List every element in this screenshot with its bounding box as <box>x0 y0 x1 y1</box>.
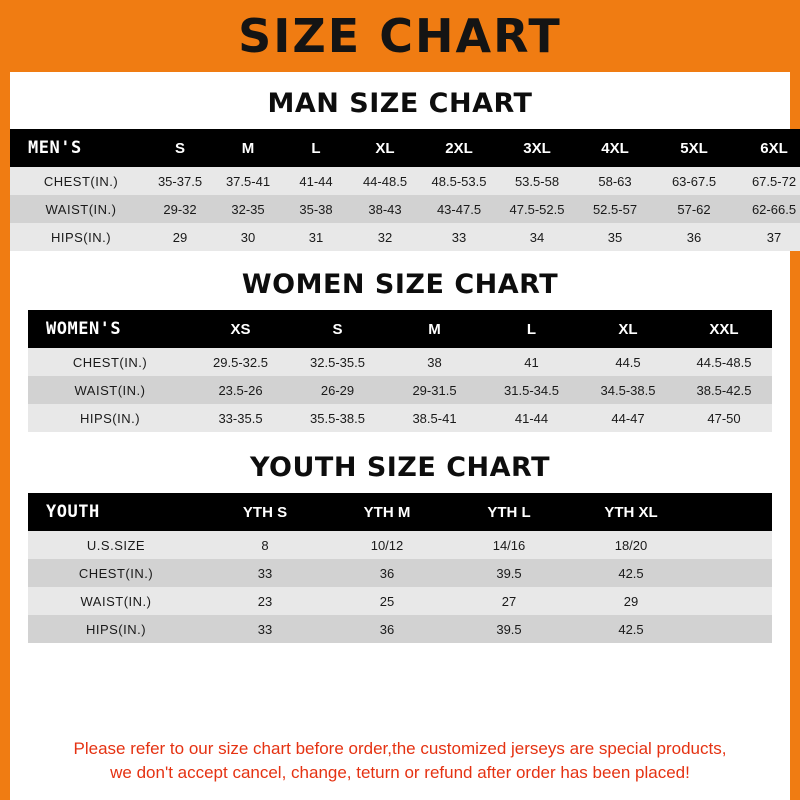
cell: 36 <box>654 223 734 251</box>
table-row <box>10 167 800 195</box>
column-header: XS <box>192 310 289 348</box>
cell: 58-63 <box>576 167 654 195</box>
row-label: HIPS(IN.) <box>10 223 146 251</box>
cell: 39.5 <box>448 615 570 643</box>
banner-title: SIZE CHART <box>238 9 562 63</box>
column-header: S <box>289 310 386 348</box>
youth-size-table <box>28 493 772 643</box>
cell: 25 <box>326 587 448 615</box>
footer-note-line-1: Please refer to our size chart before order,the customized jerseys are special products, <box>73 738 727 758</box>
cell: 44.5-48.5 <box>676 348 772 376</box>
cell: 35-37.5 <box>146 167 214 195</box>
column-header: WOMEN'S <box>28 310 192 348</box>
column-header: M <box>214 129 282 167</box>
table-row <box>10 223 800 251</box>
column-header: XXL <box>676 310 772 348</box>
column-header: YTH XL <box>570 493 692 531</box>
cell: 29.5-32.5 <box>192 348 289 376</box>
row-label: CHEST(IN.) <box>10 167 146 195</box>
cell: 53.5-58 <box>498 167 576 195</box>
cell: 47.5-52.5 <box>498 195 576 223</box>
table-row <box>28 404 772 432</box>
cell: 29-32 <box>146 195 214 223</box>
cell: 35-38 <box>282 195 350 223</box>
cell: 33 <box>420 223 498 251</box>
column-header: XL <box>580 310 676 348</box>
cell: 23.5-26 <box>192 376 289 404</box>
cell: 48.5-53.5 <box>420 167 498 195</box>
banner <box>0 0 800 72</box>
man-section-title: MAN SIZE CHART <box>267 88 533 119</box>
table-row <box>28 587 772 615</box>
table-header-row <box>10 129 800 167</box>
cell: 32.5-35.5 <box>289 348 386 376</box>
column-header: L <box>282 129 350 167</box>
cell-spacer <box>692 587 772 615</box>
column-header: YTH S <box>204 493 326 531</box>
cell: 52.5-57 <box>576 195 654 223</box>
table-header-row <box>28 493 772 531</box>
cell: 29-31.5 <box>386 376 483 404</box>
row-label: HIPS(IN.) <box>28 404 192 432</box>
column-header-spacer <box>692 493 772 531</box>
cell: 57-62 <box>654 195 734 223</box>
cell: 33-35.5 <box>192 404 289 432</box>
cell: 42.5 <box>570 615 692 643</box>
row-label: CHEST(IN.) <box>28 559 204 587</box>
table-header-row <box>28 310 772 348</box>
cell: 35 <box>576 223 654 251</box>
column-header: S <box>146 129 214 167</box>
cell-spacer <box>692 531 772 559</box>
column-header: 4XL <box>576 129 654 167</box>
cell: 33 <box>204 559 326 587</box>
women-size-table <box>28 310 772 432</box>
table-row <box>28 376 772 404</box>
cell: 30 <box>214 223 282 251</box>
cell: 26-29 <box>289 376 386 404</box>
cell: 42.5 <box>570 559 692 587</box>
cell: 37.5-41 <box>214 167 282 195</box>
cell: 44-47 <box>580 404 676 432</box>
column-header: M <box>386 310 483 348</box>
cell: 36 <box>326 615 448 643</box>
table-row <box>28 348 772 376</box>
table-row <box>28 531 772 559</box>
cell: 31.5-34.5 <box>483 376 580 404</box>
cell: 35.5-38.5 <box>289 404 386 432</box>
column-header: L <box>483 310 580 348</box>
cell: 8 <box>204 531 326 559</box>
column-header: YTH L <box>448 493 570 531</box>
row-label: U.S.SIZE <box>28 531 204 559</box>
cell: 62-66.5 <box>734 195 800 223</box>
row-label: WAIST(IN.) <box>28 376 192 404</box>
cell: 38 <box>386 348 483 376</box>
cell: 38.5-41 <box>386 404 483 432</box>
cell: 29 <box>570 587 692 615</box>
cell: 36 <box>326 559 448 587</box>
row-label: WAIST(IN.) <box>28 587 204 615</box>
cell: 44-48.5 <box>350 167 420 195</box>
cell: 37 <box>734 223 800 251</box>
youth-section-title: YOUTH SIZE CHART <box>249 452 551 483</box>
cell: 31 <box>282 223 350 251</box>
column-header: YTH M <box>326 493 448 531</box>
column-header: XL <box>350 129 420 167</box>
cell: 27 <box>448 587 570 615</box>
cell: 33 <box>204 615 326 643</box>
table-row <box>28 615 772 643</box>
row-label: HIPS(IN.) <box>28 615 204 643</box>
cell-spacer <box>692 615 772 643</box>
cell: 38-43 <box>350 195 420 223</box>
cell: 43-47.5 <box>420 195 498 223</box>
column-header: MEN'S <box>10 129 146 167</box>
cell: 47-50 <box>676 404 772 432</box>
footer-note-line-2: we don't accept cancel, change, teturn or refund after order has been placed! <box>110 763 690 783</box>
row-label: CHEST(IN.) <box>28 348 192 376</box>
cell: 44.5 <box>580 348 676 376</box>
row-label: WAIST(IN.) <box>10 195 146 223</box>
cell: 29 <box>146 223 214 251</box>
cell: 41-44 <box>282 167 350 195</box>
women-section-title: WOMEN SIZE CHART <box>241 269 559 300</box>
cell: 14/16 <box>448 531 570 559</box>
cell: 10/12 <box>326 531 448 559</box>
cell: 32-35 <box>214 195 282 223</box>
table-row <box>28 559 772 587</box>
cell: 32 <box>350 223 420 251</box>
column-header: 3XL <box>498 129 576 167</box>
cell: 34 <box>498 223 576 251</box>
cell: 18/20 <box>570 531 692 559</box>
column-header: YOUTH <box>28 493 204 531</box>
column-header: 2XL <box>420 129 498 167</box>
cell: 39.5 <box>448 559 570 587</box>
table-row <box>10 195 800 223</box>
cell: 23 <box>204 587 326 615</box>
man-size-table <box>10 129 800 251</box>
cell: 34.5-38.5 <box>580 376 676 404</box>
footer-note <box>20 737 780 786</box>
cell: 41-44 <box>483 404 580 432</box>
cell: 41 <box>483 348 580 376</box>
column-header: 5XL <box>654 129 734 167</box>
cell: 63-67.5 <box>654 167 734 195</box>
cell: 38.5-42.5 <box>676 376 772 404</box>
cell: 67.5-72 <box>734 167 800 195</box>
column-header: 6XL <box>734 129 800 167</box>
cell-spacer <box>692 559 772 587</box>
